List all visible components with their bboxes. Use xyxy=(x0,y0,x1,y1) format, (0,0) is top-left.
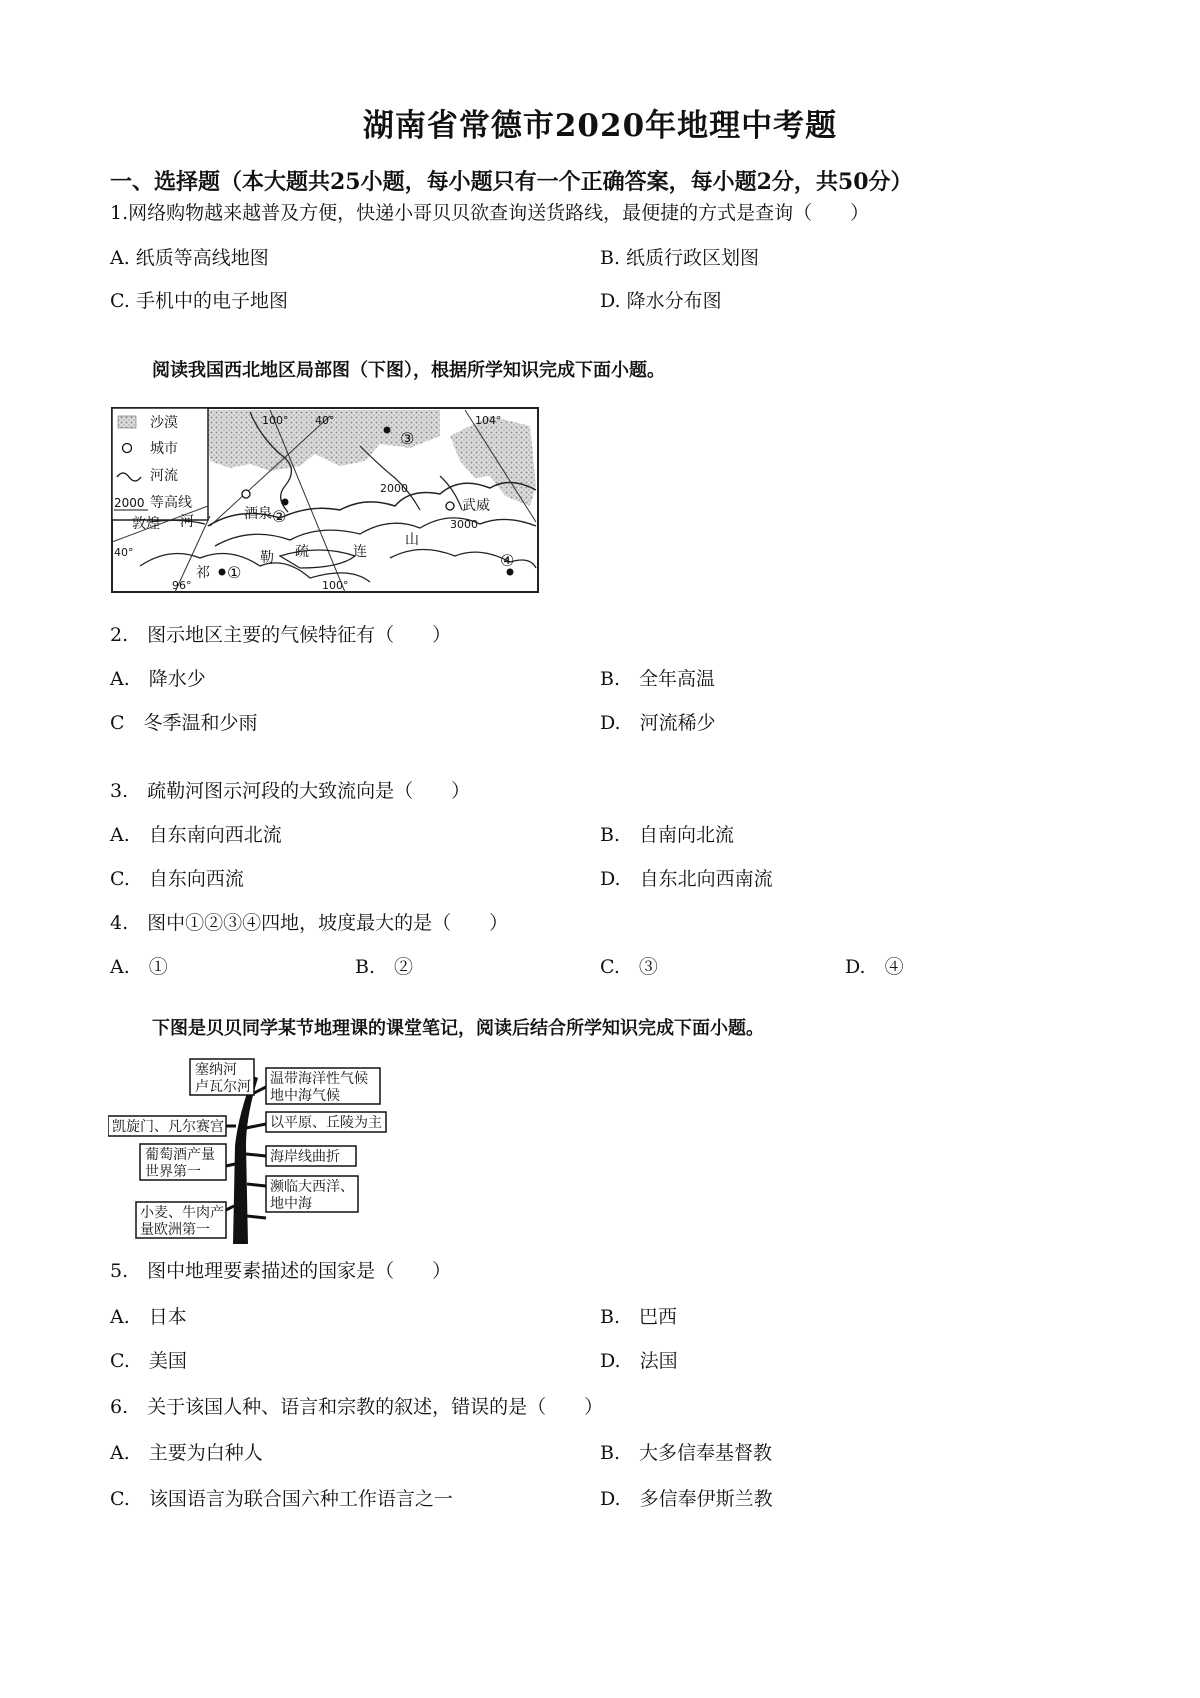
question-6-option-a[interactable]: A. 主要为白种人 xyxy=(110,1442,263,1464)
tree-branch xyxy=(246,1124,266,1128)
city-legend-symbol xyxy=(123,444,132,453)
point-3-dot xyxy=(384,427,391,434)
question-5-option-d[interactable]: D. 法国 xyxy=(600,1350,678,1372)
question-5-option-a[interactable]: A. 日本 xyxy=(110,1306,187,1328)
note-landmarks: 凯旋门、凡尔赛宫 xyxy=(112,1119,224,1135)
point-2-dot xyxy=(282,499,289,506)
tree-trunk xyxy=(233,1076,258,1244)
tree-branch xyxy=(247,1216,266,1218)
question-4-stem: 4. 图中①②③④四地，坡度最大的是（ ） xyxy=(110,912,509,934)
question-1-stem: 1.网络购物越来越普及方便，快递小哥贝贝欲查询送货路线，最便捷的方式是查询（ ） xyxy=(110,202,870,224)
note-rivers-line-1: 塞纳河 xyxy=(195,1062,237,1078)
question-6-stem: 6. 关于该国人种、语言和宗教的叙述，错误的是（ ） xyxy=(110,1396,604,1418)
note-terrain: 以平原、丘陵为主 xyxy=(270,1115,382,1131)
question-3-option-b[interactable]: B. 自南向北流 xyxy=(600,824,735,846)
city-jiuquan-label: 酒泉 xyxy=(244,506,272,522)
tree-branch xyxy=(226,1206,234,1210)
contour-3000-label: 3000 xyxy=(450,518,478,531)
lat-40-west-label: 40° xyxy=(114,546,134,559)
question-1-option-d[interactable]: D. 降水分布图 xyxy=(600,290,722,312)
tree-branch xyxy=(246,1154,266,1156)
question-1-option-b[interactable]: B. 纸质行政区划图 xyxy=(600,247,760,269)
question-2-option-a[interactable]: A. 降水少 xyxy=(110,668,206,690)
river-le-label: 勒 xyxy=(260,550,274,566)
note-rivers-line-2: 卢瓦尔河 xyxy=(195,1079,251,1095)
question-4-option-b[interactable]: B. ② xyxy=(355,956,414,978)
question-5-option-b[interactable]: B. 巴西 xyxy=(600,1306,678,1328)
note-wine-line-1: 葡萄酒产量 xyxy=(145,1147,215,1163)
question-6-option-b[interactable]: B. 大多信奉基督教 xyxy=(600,1442,773,1464)
question-3-option-a[interactable]: A. 自东南向西北流 xyxy=(110,824,282,846)
lon-100-bottom-label: 100° xyxy=(322,579,349,592)
france-notes-tree xyxy=(108,1056,428,1246)
point-2-label: ② xyxy=(272,507,287,526)
note-wine-line-2: 世界第一 xyxy=(145,1164,201,1180)
lon-100-label: 100° xyxy=(262,414,289,427)
note-climate-line-2: 地中海气候 xyxy=(270,1088,340,1104)
question-2-stem: 2. 图示地区主要的气候特征有（ ） xyxy=(110,624,452,646)
lon-96-label: 96° xyxy=(172,579,192,592)
note-wheat-line-1: 小麦、牛肉产 xyxy=(140,1205,224,1221)
mountain-qi-label: 祁 xyxy=(196,565,210,581)
page-title: 湖南省常德市2020年地理中考题 xyxy=(362,108,838,144)
question-2-option-b[interactable]: B. 全年高温 xyxy=(600,668,716,690)
legend-contour-value: 2000 xyxy=(114,496,145,510)
mountain-lian-label: 连 xyxy=(353,544,367,560)
question-6-option-c[interactable]: C. 该国语言为联合国六种工作语言之一 xyxy=(110,1488,453,1510)
intro-notes: 下图是贝贝同学某节地理课的课堂笔记，阅读后结合所学知识完成下面小题。 xyxy=(152,1018,764,1039)
legend-contour: 等高线 xyxy=(150,495,192,511)
point-4-label: ④ xyxy=(500,551,515,570)
question-4-option-d[interactable]: D. ④ xyxy=(845,956,904,978)
city-wuwei xyxy=(446,502,454,510)
legend-city: 城市 xyxy=(150,441,178,457)
contour-2000-label: 2000 xyxy=(380,482,408,495)
lon-104-label: 104° xyxy=(475,414,502,427)
section-heading: 一、选择题（本大题共25小题，每小题只有一个正确答案，每小题2分，共50分） xyxy=(110,169,913,195)
question-3-option-d[interactable]: D. 自东北向西南流 xyxy=(600,868,773,890)
desert-legend-swatch xyxy=(118,416,136,428)
question-1-option-c[interactable]: C. 手机中的电子地图 xyxy=(110,290,288,312)
question-5-stem: 5. 图中地理要素描述的国家是（ ） xyxy=(110,1260,452,1282)
northwest-china-map xyxy=(110,406,540,594)
point-1-label: ① xyxy=(227,563,242,582)
point-3-label: ③ xyxy=(400,429,415,448)
river-he-label: 河 xyxy=(180,514,194,530)
question-4-option-a[interactable]: A. ① xyxy=(110,956,168,978)
legend-desert: 沙漠 xyxy=(150,415,178,431)
question-6-option-d[interactable]: D. 多信奉伊斯兰教 xyxy=(600,1488,773,1510)
city-dunhuang-label: 敦煌 xyxy=(132,516,160,532)
tree-branch xyxy=(226,1164,235,1166)
city-wuwei-label: 武威 xyxy=(462,498,490,514)
note-wheat-line-2: 量欧洲第一 xyxy=(140,1222,210,1238)
point-1-dot xyxy=(219,569,226,576)
note-oceans-line-1: 濒临大西洋、 xyxy=(270,1179,354,1195)
river-shu-label: 疏 xyxy=(295,544,309,560)
note-coastline: 海岸线曲折 xyxy=(270,1149,340,1165)
question-2-option-c[interactable]: C 冬季温和少雨 xyxy=(110,712,258,734)
note-climate-line-1: 温带海洋性气候 xyxy=(270,1071,368,1087)
question-5-option-c[interactable]: C. 美国 xyxy=(110,1350,187,1372)
intro-map: 阅读我国西北地区局部图（下图），根据所学知识完成下面小题。 xyxy=(152,360,665,381)
tree-branch xyxy=(247,1184,266,1186)
question-3-stem: 3. 疏勒河图示河段的大致流向是（ ） xyxy=(110,780,471,802)
question-3-option-c[interactable]: C. 自东向西流 xyxy=(110,868,244,890)
city-jiuquan xyxy=(242,490,250,498)
question-1-option-a[interactable]: A. 纸质等高线地图 xyxy=(110,247,269,269)
note-oceans-line-2: 地中海 xyxy=(270,1196,312,1212)
question-4-option-c[interactable]: C. ③ xyxy=(600,956,658,978)
lat-40-label: 40° xyxy=(315,414,335,427)
legend-river: 河流 xyxy=(150,468,178,484)
question-2-option-d[interactable]: D. 河流稀少 xyxy=(600,712,716,734)
mountain-shan-label: 山 xyxy=(405,532,419,548)
